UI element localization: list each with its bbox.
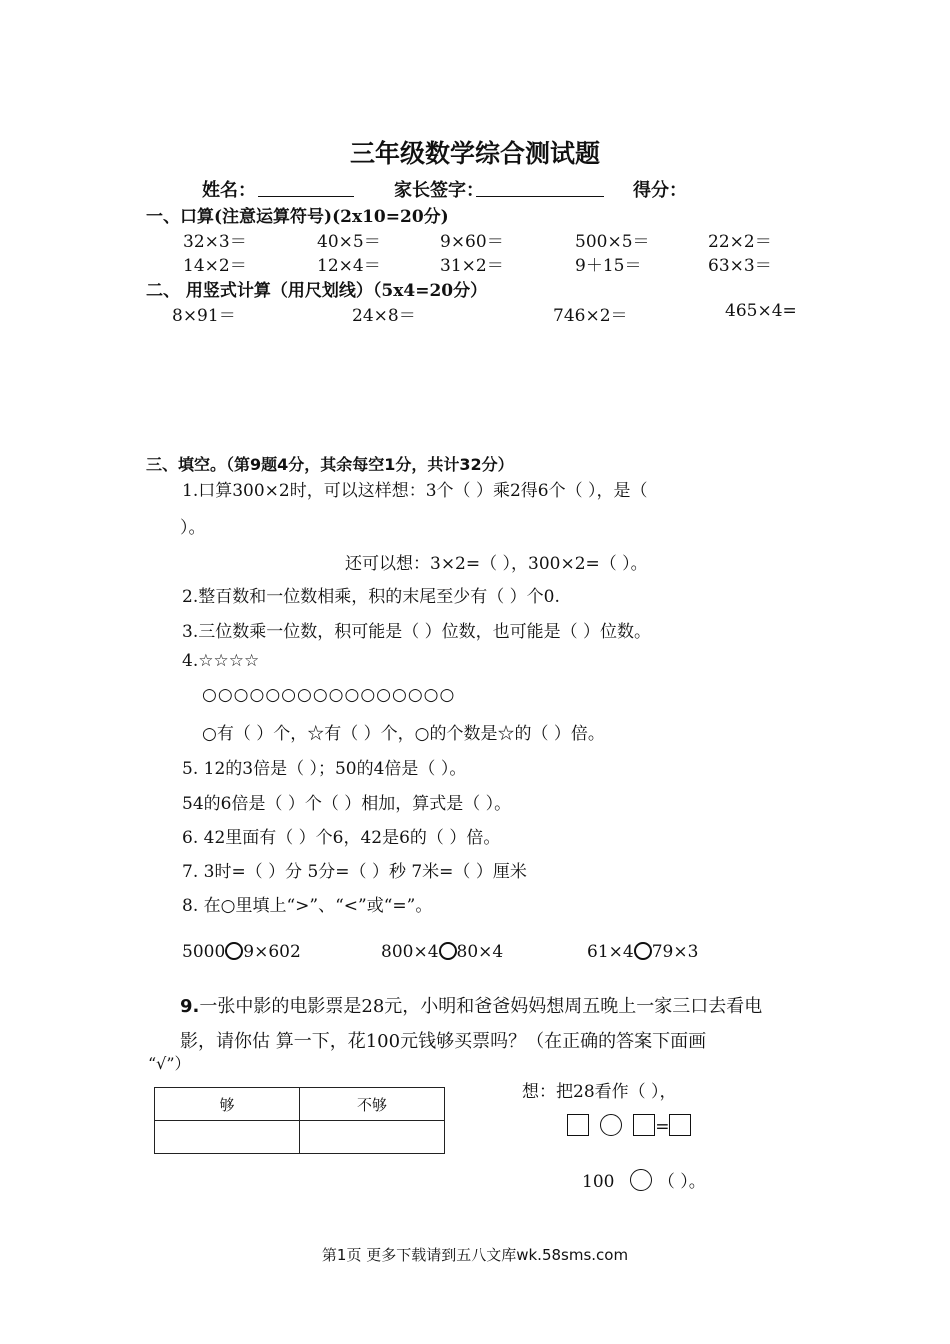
vertical-calc-item: 24×8＝ — [352, 306, 416, 326]
circle-icon[interactable] — [630, 1169, 652, 1191]
oral-item: 40×5＝ — [317, 232, 381, 252]
compare-right: 9×602 — [243, 942, 301, 962]
think-prompt: 想：把28看作（ ）， — [522, 1082, 677, 1102]
compare-right: 80×4 — [456, 942, 504, 962]
compare-left: 800×4 — [381, 942, 439, 962]
answer-cell-not-enough[interactable] — [300, 1121, 445, 1154]
question-8: 8. 在○里填上“>”、“<”或“=”。 — [182, 896, 433, 916]
question-7: 7. 3时=（ ）分 5分=（ ）秒 7米=（ ）厘米 — [182, 862, 527, 882]
question-4-prompt: ○有（ ）个，☆有（ ）个，○的个数是☆的（ ）倍。 — [202, 724, 605, 744]
section3-heading: 三、填空。（第9题4分，其余每空1分，共计32分） — [146, 455, 514, 474]
page-footer: 第1页 更多下载请到五八文库wk.58sms.com — [321, 1246, 629, 1264]
equals-sign: = — [655, 1117, 670, 1137]
oral-item: 500×5＝ — [575, 232, 650, 252]
question-1: 1.口算300×2时，可以这样想：3个（ ）乘2得6个（ ），是（ — [182, 481, 648, 501]
compare-circle-icon[interactable] — [439, 942, 457, 960]
oral-item: 31×2＝ — [440, 256, 504, 276]
name-field[interactable] — [258, 176, 354, 197]
box-icon[interactable] — [633, 1114, 655, 1136]
compare-left: 61×4 — [587, 942, 634, 962]
answer-header-not-enough: 不够 — [300, 1088, 445, 1121]
question-5: 5. 12的3倍是（ ）；50的4倍是（ ）。 — [182, 759, 467, 779]
vertical-calc-item: 465×4= — [725, 301, 797, 321]
page-title: 三年级数学综合测试题 — [349, 139, 600, 168]
question-1-alt: 还可以想：3×2=（ ），300×2=（ ）。 — [345, 554, 648, 574]
section2-heading: 二、 用竖式计算（用尺划线）（5x4=20分） — [146, 281, 488, 301]
hundred-tail: （ ）。 — [657, 1172, 706, 1192]
question-9-line3: “√”） — [148, 1054, 191, 1073]
question-5-cont: 54的6倍是（ ）个（ ）相加，算式是（ ）。 — [182, 794, 512, 814]
compare-circle-icon[interactable] — [634, 942, 652, 960]
hundred-compare — [582, 1167, 706, 1192]
question-4-stars: 4.☆☆☆☆ — [182, 651, 260, 671]
compare-item — [182, 942, 301, 962]
question-2: 2.整百数和一位数相乘，积的末尾至少有（ ）个0. — [182, 587, 560, 607]
compare-item — [381, 942, 503, 962]
question-4-circles: ○○○○○○○○○○○○○○○○ — [202, 685, 456, 705]
oral-item: 14×2＝ — [183, 256, 247, 276]
oral-item: 32×3＝ — [183, 232, 247, 252]
oral-item: 12×4＝ — [317, 256, 381, 276]
score-label: 得分： — [633, 180, 687, 201]
answer-table — [154, 1087, 445, 1154]
section1-heading: 一、口算(注意运算符号)(2x10=20分) — [146, 207, 449, 227]
oral-item: 9＋15＝ — [575, 256, 642, 276]
answer-header-enough: 够 — [155, 1088, 300, 1121]
hundred-value: 100 — [582, 1172, 615, 1192]
box-icon[interactable] — [567, 1114, 589, 1136]
parent-sign-label: 家长签字： — [394, 180, 484, 201]
question-6: 6. 42里面有（ ）个6，42是6的（ ）倍。 — [182, 828, 501, 848]
question-9-number: 9. — [180, 996, 200, 1017]
oral-item: 63×3＝ — [708, 256, 772, 276]
compare-left: 5000 — [182, 942, 226, 962]
vertical-calc-item: 8×91＝ — [172, 306, 236, 326]
compare-circle-icon[interactable] — [225, 942, 243, 960]
question-9-line1: 一张中影的电影票是28元，小明和爸爸妈妈想周五晚上一家三口去看电 — [199, 996, 763, 1017]
question-9 — [180, 992, 762, 1018]
oral-item: 22×2＝ — [708, 232, 772, 252]
equation-boxes[interactable] — [567, 1114, 691, 1137]
question-1-cont: ）。 — [180, 518, 206, 538]
compare-item — [587, 942, 698, 962]
compare-right: 79×3 — [651, 942, 699, 962]
oral-item: 9×60＝ — [440, 232, 504, 252]
vertical-calc-item: 746×2＝ — [553, 306, 628, 326]
name-label: 姓名： — [202, 180, 256, 201]
question-3: 3.三位数乘一位数，积可能是（ ）位数，也可能是（ ）位数。 — [182, 622, 652, 642]
question-9-line2: 影，请你估 算一下，花100元钱够买票吗？（在正确的答案下面画 — [180, 1031, 707, 1052]
answer-cell-enough[interactable] — [155, 1121, 300, 1154]
parent-sign-field[interactable] — [476, 176, 604, 197]
box-icon[interactable] — [669, 1114, 691, 1136]
circle-icon[interactable] — [600, 1114, 622, 1136]
